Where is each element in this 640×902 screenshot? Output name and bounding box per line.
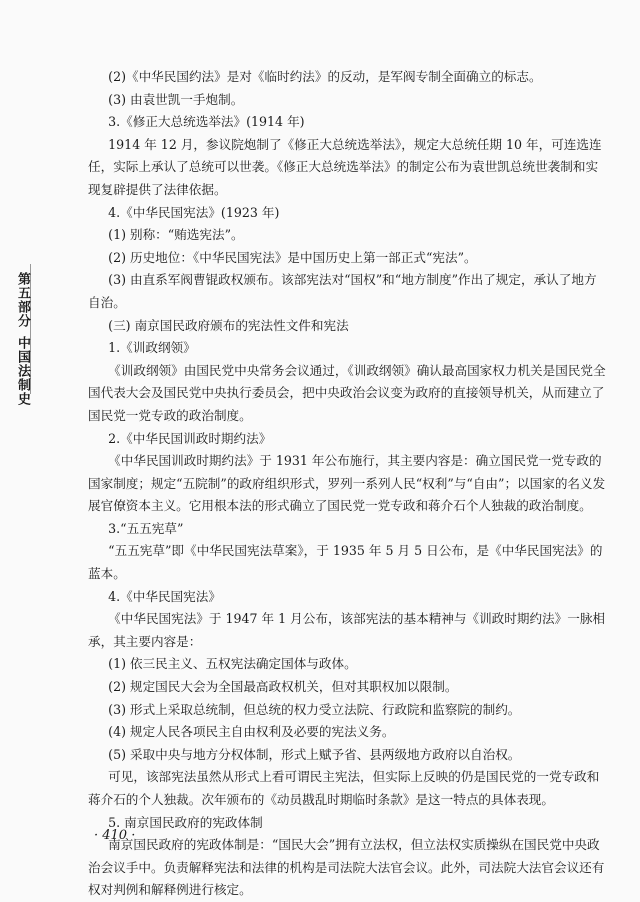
body-text — [88, 66, 608, 902]
paragraph: “五五宪草”即《中华民国宪法草案》，于 1935 年 5 月 5 日公布，是《中华民国宪法》的蓝本。 — [88, 543, 603, 582]
paragraph: 《中华民国宪法》于 1947 年 1 月公布，该部宪法的基本精神与《训政时期约法》一脉相承，其主要内容是： — [88, 611, 606, 649]
paragraph: (4) 规定人民各项民主自由权利及必要的宪法义务。 — [108, 724, 395, 740]
paragraph: 可见，该部宪法虽然从形式上看可谓民主宪法，但实际上反映的仍是国民党的一党专政和蒋介石的个人独裁。次年颁布的《动员戡乱时期临时条款》是这一特点的具体表现。 — [88, 769, 600, 807]
paragraph: (2) 规定国民大会为全国最高政权机关，但对其职权加以限制。 — [108, 679, 458, 695]
paragraph: (3) 由直系军阀曹锟政权颁布。该部宪法对“国权”和“地方制度”作出了规定，承认了地方自治。 — [88, 272, 597, 310]
subheading: 3.《修正大总统选举法》(1914 年) — [108, 114, 305, 130]
paragraph: 《训政纲领》由国民党中央常务会议通过，《训政纲领》确认最高国家权力机关是国民党全国代表大会及国民党中央执行委员会，把中央政治会议变为政府的直接领导机关，从而建立了国民党一党专政的政治制度。 — [88, 362, 606, 423]
paragraph: (5) 采取中央与地方分权体制，形式上赋予省、县两级地方政府以自治权。 — [108, 746, 521, 762]
side-tab-subject: 中国法制史 — [15, 336, 30, 406]
paragraph: 《中华民国训政时期约法》于 1931 年公布施行，其主要内容是：确立国民党一党专政的国家制度；规定“五院制”的政府组织形式，罗列一系列人民“权利”与“自由”；以国家的名义发展官僚资本主义。它用根本法的形式确立了国民党一党专政和蒋介石个人独裁的政治制度。 — [88, 453, 606, 514]
side-tab-part: 第五部分 — [15, 272, 30, 328]
subheading: 4.《中华民国宪法》(1923 年) — [108, 204, 280, 220]
paragraph: (2) 历史地位：《中华民国宪法》是中国历史上第一部正式“宪法”。 — [108, 249, 477, 265]
sidebar-divider — [30, 264, 31, 394]
subheading: 1.《训政纲领》 — [108, 340, 196, 356]
paragraph: (3) 形式上采取总统制，但总统的权力受立法院、行政院和监察院的制约。 — [108, 701, 521, 717]
chapter-side-tab — [8, 272, 30, 406]
section-heading: (三) 南京国民政府颁布的宪法性文件和宪法 — [108, 317, 349, 333]
paragraph: (1) 别称：“贿选宪法”。 — [108, 227, 244, 243]
paragraph: 南京国民政府的宪政体制是：“国民大会”拥有立法权，但立法权实质操纵在国民党中央政治会议手中。负责解释宪法和法律的机构是司法院大法官会议。此外，司法院大法官会议还有权对判例和解释例进行核定。 — [88, 837, 605, 898]
paragraph: 1914 年 12 月，参议院炮制了《修正大总统选举法》，规定大总统任期 10 年，可连选连任，实际上承认了总统可以世袭。《修正大总统选举法》的制定公布为袁世凯总统世袭制和实现复辟提供了法律依据。 — [88, 136, 602, 197]
paragraph: (2)《中华民国约法》是对《临时约法》的反动，是军阀专制全面确立的标志。 — [108, 69, 542, 84]
paragraph: (3) 由袁世凯一手炮制。 — [108, 91, 244, 107]
subheading: 4.《中华民国宪法》 — [108, 588, 221, 604]
subheading: 3.“五五宪草” — [108, 520, 184, 536]
page-number: · 410 · — [94, 828, 136, 843]
subheading: 5. 南京国民政府的宪政体制 — [108, 814, 263, 830]
subheading: 2.《中华民国训政时期约法》 — [108, 430, 272, 446]
paragraph: (1) 依三民主义、五权宪法确定国体与政体。 — [108, 656, 357, 672]
